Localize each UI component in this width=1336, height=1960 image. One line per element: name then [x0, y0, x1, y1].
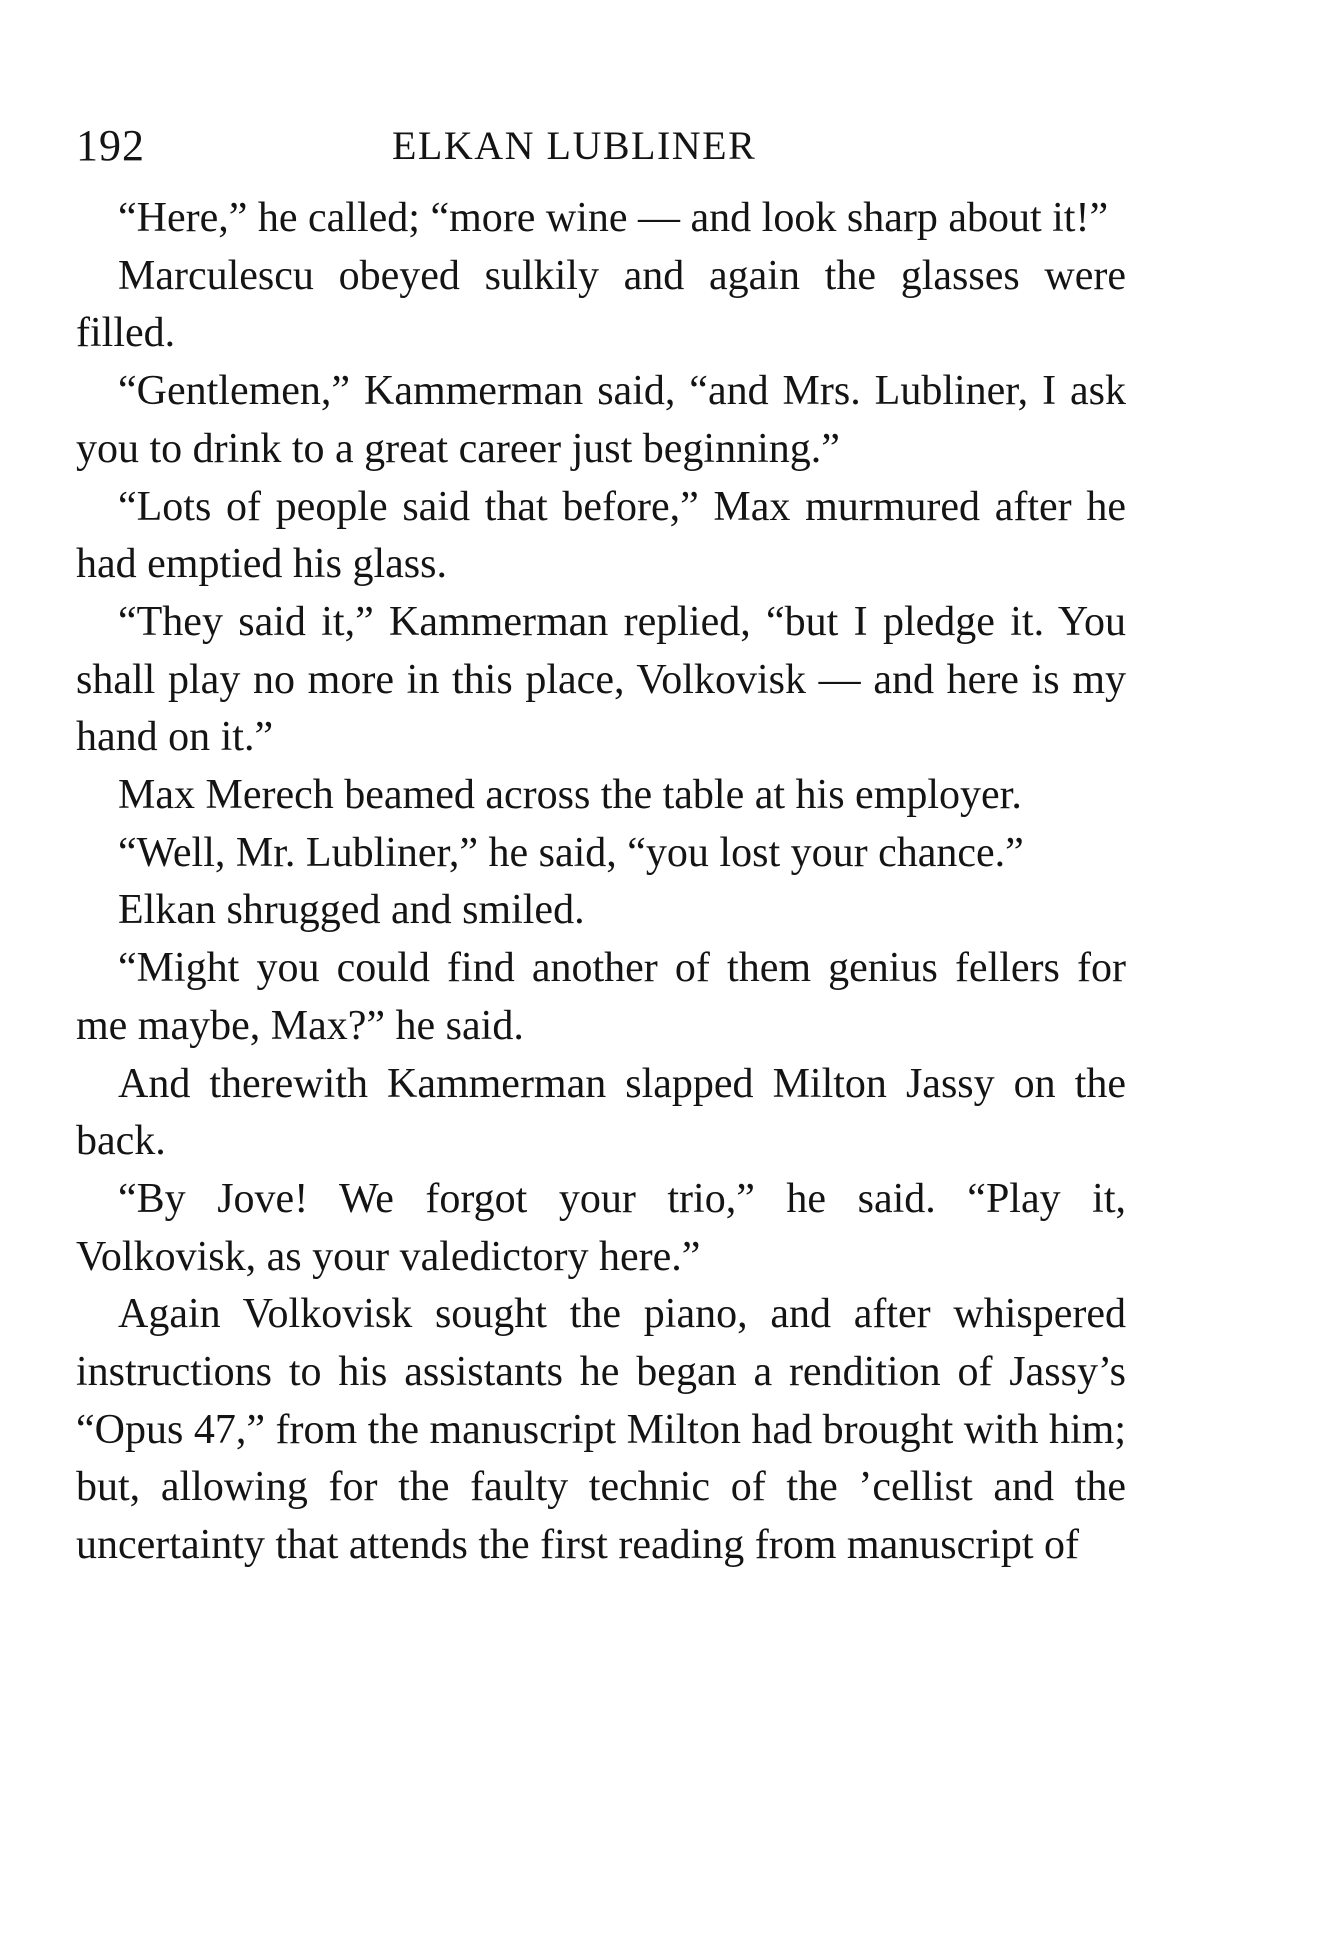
- paragraph: “They said it,” Kammerman replied, “but I pledge it. You shall play no more in this place, Volkovisk — and here is my hand on it.”: [76, 598, 1126, 761]
- page-number: 192: [76, 121, 145, 170]
- paragraph: “Might you could find another of them genius fellers for me maybe, Max?” he said.: [76, 945, 1126, 1049]
- paragraph: “Here,” he called; “more wine — and look sharp about it!”: [118, 195, 1109, 241]
- paragraph: “Gentlemen,” Kammerman said, “and Mrs. Lubliner, I ask you to drink to a great career just beginning.”: [76, 368, 1126, 472]
- paragraph: “By Jove! We forgot your trio,” he said. “Play it, Volkovisk, as your valedictory here.”: [76, 1175, 1126, 1280]
- running-head: [76, 116, 1126, 176]
- body-text: [76, 190, 1126, 1575]
- paragraph: Max Merech beamed across the table at his employer.: [118, 772, 1022, 819]
- paragraph: And therewith Kammerman slapped Milton Jassy on the back.: [76, 1060, 1126, 1165]
- paragraph: Again Volkovisk sought the piano, and after whispered instructions to his assistants he began a rendition of Jassy’s “Opus 47,” from the manuscript Milton had brought with him; but, allowing for the faulty technic of the ’cellist and the uncertainty that attends the first reading from manuscript of: [76, 1291, 1126, 1569]
- running-title: ELKAN LUBLINER: [392, 123, 757, 168]
- paragraph: “Well, Mr. Lubliner,” he said, “you lost your chance.”: [118, 829, 1024, 876]
- paragraph: “Lots of people said that before,” Max murmured after he had emptied his glass.: [76, 483, 1126, 588]
- paragraph: Elkan shrugged and smiled.: [118, 887, 585, 934]
- paragraph: Marculescu obeyed sulkily and again the glasses were filled.: [76, 252, 1126, 357]
